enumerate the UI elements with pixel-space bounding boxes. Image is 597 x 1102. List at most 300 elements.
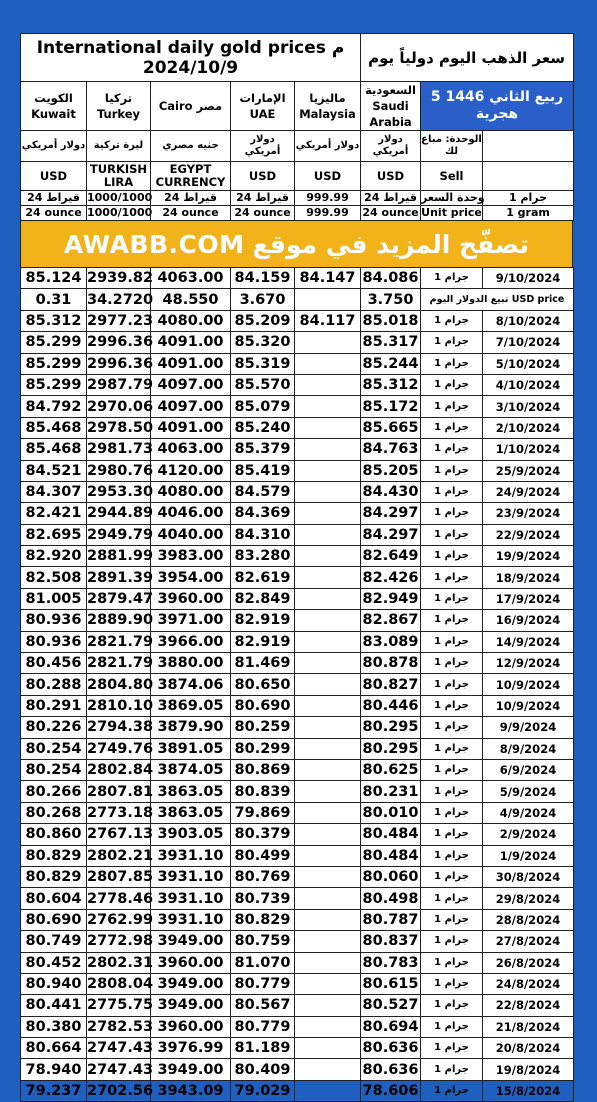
turkey-price-cell: 2762.99 xyxy=(87,909,151,930)
malaysia-price-cell xyxy=(295,567,361,588)
saudi-price-cell: 80.498 xyxy=(361,888,421,909)
saudi-price-cell: 80.827 xyxy=(361,674,421,695)
turkey-price-cell: 2802.84 xyxy=(87,759,151,780)
uae-price-cell: 85.570 xyxy=(231,374,295,395)
unit-en-cell: 24 ounce xyxy=(231,206,295,221)
egypt-price-cell: 3931.10 xyxy=(151,909,231,930)
unit-en-cell: 24 ounce xyxy=(362,206,419,219)
date-cell: 5/10/2024 xyxy=(483,353,574,374)
malaysia-price-cell xyxy=(295,460,361,481)
country-kuwait xyxy=(21,82,87,131)
egypt-price-cell: 3954.00 xyxy=(151,567,231,588)
kuwait-price-cell: 78.940 xyxy=(21,1059,87,1080)
uae-price-cell: 80.690 xyxy=(231,695,295,716)
uae-price-cell: 82.919 xyxy=(231,631,295,652)
unit-cell: 1 جرام xyxy=(421,631,483,652)
currency-ar-saudi: دولار أمريكي xyxy=(361,131,421,162)
date-cell: 20/8/2024 xyxy=(483,1038,574,1059)
date-cell: 26/8/2024 xyxy=(483,952,574,973)
uae-price-cell: 84.369 xyxy=(231,503,295,524)
turkey-price-cell: 2981.73 xyxy=(87,439,151,460)
unit-en-cell: 24 ounce xyxy=(21,206,87,221)
turkey-price-cell: 2953.30 xyxy=(87,481,151,502)
egypt-price-cell: 4040.00 xyxy=(151,524,231,545)
table-row xyxy=(21,717,574,738)
unit-cell: 1 جرام xyxy=(421,332,483,353)
unit-en-cell: 1000/1000 xyxy=(87,206,153,219)
table-row xyxy=(21,1080,574,1101)
egypt-price-cell: 3960.00 xyxy=(151,1016,231,1037)
saudi-price-cell: 84.297 xyxy=(361,524,421,545)
table-row xyxy=(21,802,574,823)
unit-cell: 1 جرام xyxy=(421,738,483,759)
kuwait-price-cell: 80.604 xyxy=(21,888,87,909)
uae-price-cell: 80.499 xyxy=(231,845,295,866)
date-cell: 1/10/2024 xyxy=(483,439,574,460)
saudi-price-cell: 3.750 xyxy=(361,289,421,310)
malaysia-price-cell xyxy=(295,546,361,567)
kuwait-price-cell: 84.792 xyxy=(21,396,87,417)
saudi-price-cell: 84.086 xyxy=(361,268,421,289)
malaysia-price-cell xyxy=(295,1080,361,1101)
kuwait-price-cell: 80.288 xyxy=(21,674,87,695)
egypt-price-cell: 3863.05 xyxy=(151,781,231,802)
malaysia-price-cell xyxy=(295,995,361,1016)
saudi-price-cell: 84.430 xyxy=(361,481,421,502)
table-row xyxy=(21,695,574,716)
egypt-price-cell: 3949.00 xyxy=(151,995,231,1016)
uae-price-cell: 84.159 xyxy=(231,268,295,289)
uae-price-cell: 81.070 xyxy=(231,952,295,973)
turkey-price-cell: 2807.85 xyxy=(87,866,151,887)
unit-ar-cell: 24 قيراط xyxy=(21,191,87,206)
kuwait-price-cell: 80.829 xyxy=(21,866,87,887)
uae-price-cell: 85.079 xyxy=(231,396,295,417)
date-cell: 14/9/2024 xyxy=(483,631,574,652)
country-uae-en: UAE xyxy=(249,107,276,121)
unit-cell: 1 جرام xyxy=(421,524,483,545)
currency-en-turkey: TURKISH LIRA xyxy=(87,162,151,191)
kuwait-price-cell: 80.380 xyxy=(21,1016,87,1037)
unit-cell: 1 جرام xyxy=(421,717,483,738)
country-saudi xyxy=(361,82,421,131)
turkey-price-cell: 2775.75 xyxy=(87,995,151,1016)
malaysia-price-cell xyxy=(295,1059,361,1080)
egypt-price-cell: 3874.06 xyxy=(151,674,231,695)
egypt-price-cell: 4080.00 xyxy=(151,481,231,502)
unit-cell: 1 جرام xyxy=(421,931,483,952)
saudi-price-cell: 82.649 xyxy=(361,546,421,567)
saudi-price-cell: 85.172 xyxy=(361,396,421,417)
table-row xyxy=(21,631,574,652)
uae-price-cell: 85.419 xyxy=(231,460,295,481)
price-rows xyxy=(21,268,574,1102)
malaysia-price-cell xyxy=(295,759,361,780)
unit-ar-cell: وحدة السعر xyxy=(421,191,485,204)
empty-cell xyxy=(483,131,574,162)
kuwait-price-cell: 85.299 xyxy=(21,353,87,374)
title-english-text: International daily gold prices xyxy=(36,37,326,58)
table-row xyxy=(21,610,574,631)
malaysia-price-cell xyxy=(295,674,361,695)
kuwait-price-cell: 80.452 xyxy=(21,952,87,973)
saudi-price-cell: 85.317 xyxy=(361,332,421,353)
malaysia-price-cell xyxy=(295,1016,361,1037)
table-row xyxy=(21,524,574,545)
date-cell: 19/9/2024 xyxy=(483,546,574,567)
unit-ar-cell: 24 قيراط xyxy=(361,191,421,206)
kuwait-price-cell: 80.936 xyxy=(21,610,87,631)
table-row xyxy=(21,460,574,481)
turkey-price-cell: 2802.21 xyxy=(87,845,151,866)
malaysia-price-cell xyxy=(295,610,361,631)
unit-cell: 1 جرام xyxy=(421,845,483,866)
malaysia-price-cell xyxy=(295,588,361,609)
kuwait-price-cell: 82.421 xyxy=(21,503,87,524)
country-kuwait-ar: الكويت xyxy=(34,91,73,105)
usd-price-row xyxy=(21,289,574,310)
table-row xyxy=(21,588,574,609)
saudi-price-cell: 80.783 xyxy=(361,952,421,973)
saudi-price-cell: 83.089 xyxy=(361,631,421,652)
currency-ar-uae: دولار أمريكي xyxy=(231,131,295,162)
saudi-price-cell: 82.867 xyxy=(361,610,421,631)
table-row xyxy=(21,353,574,374)
unit-cell: 1 جرام xyxy=(421,952,483,973)
title-arabic-suffix: م xyxy=(331,37,345,58)
egypt-price-cell: 4080.00 xyxy=(151,310,231,331)
table-row xyxy=(21,1059,574,1080)
kuwait-price-cell: 80.456 xyxy=(21,653,87,674)
table-row xyxy=(21,866,574,887)
uae-price-cell: 85.209 xyxy=(231,310,295,331)
saudi-price-cell: 80.636 xyxy=(361,1059,421,1080)
turkey-price-cell: 2987.79 xyxy=(87,374,151,395)
currency-ar-egypt: جنيه مصري xyxy=(151,131,231,162)
country-uae xyxy=(231,82,295,131)
saudi-price-cell: 85.312 xyxy=(361,374,421,395)
kuwait-price-cell: 80.690 xyxy=(21,909,87,930)
uae-price-cell: 80.779 xyxy=(231,1016,295,1037)
date-cell: 8/10/2024 xyxy=(483,310,574,331)
malaysia-price-cell xyxy=(295,353,361,374)
unit-cell: 1 جرام xyxy=(421,909,483,930)
turkey-price-cell: 2749.76 xyxy=(87,738,151,759)
country-saudi-en: Saudi Arabia xyxy=(369,99,412,129)
saudi-price-cell: 80.636 xyxy=(361,1038,421,1059)
usd-price-label: تبيع الدولار اليوم USD price xyxy=(421,289,574,310)
date-cell: 16/9/2024 xyxy=(483,610,574,631)
table-row xyxy=(21,995,574,1016)
egypt-price-cell: 3971.00 xyxy=(151,610,231,631)
malaysia-price-cell xyxy=(295,717,361,738)
malaysia-price-cell xyxy=(295,781,361,802)
malaysia-price-cell xyxy=(295,332,361,353)
table-row xyxy=(21,1016,574,1037)
uae-price-cell: 84.310 xyxy=(231,524,295,545)
turkey-price-cell: 2810.10 xyxy=(87,695,151,716)
turkey-price-cell: 2804.80 xyxy=(87,674,151,695)
unit-cell: 1 جرام xyxy=(421,374,483,395)
turkey-price-cell: 2794.38 xyxy=(87,717,151,738)
uae-price-cell: 80.759 xyxy=(231,931,295,952)
header-table xyxy=(20,33,574,221)
malaysia-price-cell xyxy=(295,1038,361,1059)
malaysia-price-cell xyxy=(295,481,361,502)
table-row xyxy=(21,396,574,417)
uae-price-cell: 79.869 xyxy=(231,802,295,823)
uae-price-cell: 80.739 xyxy=(231,888,295,909)
kuwait-price-cell: 80.829 xyxy=(21,845,87,866)
table-row xyxy=(21,546,574,567)
kuwait-price-cell: 85.468 xyxy=(21,417,87,438)
turkey-price-cell: 34.2720 xyxy=(87,289,151,310)
unit-cell: 1 جرام xyxy=(421,781,483,802)
uae-price-cell: 80.567 xyxy=(231,995,295,1016)
currency-en-kuwait: USD xyxy=(21,162,87,191)
unit-ar-cell: 24 قيراط xyxy=(231,191,295,206)
malaysia-price-cell xyxy=(295,802,361,823)
turkey-price-cell: 2996.36 xyxy=(87,332,151,353)
kuwait-price-cell: 82.920 xyxy=(21,546,87,567)
turkey-price-cell: 2808.04 xyxy=(87,973,151,994)
date-cell: 18/9/2024 xyxy=(483,567,574,588)
egypt-price-cell: 3931.10 xyxy=(151,888,231,909)
saudi-price-cell: 85.665 xyxy=(361,417,421,438)
turkey-price-cell: 2773.18 xyxy=(87,802,151,823)
uae-price-cell: 80.259 xyxy=(231,717,295,738)
date-cell: 28/8/2024 xyxy=(483,909,574,930)
unit-cell: 1 جرام xyxy=(421,995,483,1016)
date-cell: 24/8/2024 xyxy=(483,973,574,994)
saudi-price-cell: 80.527 xyxy=(361,995,421,1016)
currency-en-uae: USD xyxy=(231,162,295,191)
uae-price-cell: 85.240 xyxy=(231,417,295,438)
unit-cell: 1 جرام xyxy=(421,973,483,994)
country-turkey xyxy=(87,82,151,131)
turkey-price-cell: 2772.98 xyxy=(87,931,151,952)
turkey-price-cell: 2891.39 xyxy=(87,567,151,588)
empty-cell xyxy=(483,162,574,191)
currency-en-saudi: USD xyxy=(361,162,421,191)
uae-price-cell: 80.650 xyxy=(231,674,295,695)
kuwait-price-cell: 85.468 xyxy=(21,439,87,460)
country-malaysia-ar: ماليزيا xyxy=(309,91,346,105)
uae-price-cell: 80.299 xyxy=(231,738,295,759)
date-cell: 29/8/2024 xyxy=(483,888,574,909)
country-egypt xyxy=(151,82,231,131)
saudi-price-cell: 80.615 xyxy=(361,973,421,994)
date-cell: 5/9/2024 xyxy=(483,781,574,802)
date-cell: 9/10/2024 xyxy=(483,268,574,289)
table-row xyxy=(21,332,574,353)
uae-price-cell: 3.670 xyxy=(231,289,295,310)
uae-price-cell: 83.280 xyxy=(231,546,295,567)
malaysia-price-cell xyxy=(295,396,361,417)
table-row xyxy=(21,567,574,588)
kuwait-price-cell: 80.749 xyxy=(21,931,87,952)
turkey-price-cell: 2944.89 xyxy=(87,503,151,524)
table-row xyxy=(21,781,574,802)
egypt-price-cell: 4091.00 xyxy=(151,332,231,353)
uae-price-cell: 80.829 xyxy=(231,909,295,930)
table-row xyxy=(21,503,574,524)
malaysia-price-cell xyxy=(295,866,361,887)
unit-cell: 1 جرام xyxy=(421,439,483,460)
country-kuwait-en: Kuwait xyxy=(31,107,76,121)
saudi-price-cell: 80.295 xyxy=(361,717,421,738)
date-cell: 17/9/2024 xyxy=(483,588,574,609)
turkey-price-cell: 2879.47 xyxy=(87,588,151,609)
saudi-price-cell: 82.426 xyxy=(361,567,421,588)
currency-ar-malaysia: دولار أمريكي xyxy=(295,131,361,162)
egypt-price-cell: 48.550 xyxy=(151,289,231,310)
date-cell: 9/9/2024 xyxy=(483,717,574,738)
unit-cell: 1 جرام xyxy=(421,503,483,524)
table-row xyxy=(21,374,574,395)
table-row xyxy=(21,952,574,973)
turkey-price-cell: 2782.53 xyxy=(87,1016,151,1037)
table-row xyxy=(21,674,574,695)
saudi-price-cell: 80.787 xyxy=(361,909,421,930)
banner-site[interactable]: AWABB.COM xyxy=(63,229,245,259)
kuwait-price-cell: 0.31 xyxy=(21,289,87,310)
uae-price-cell: 82.619 xyxy=(231,567,295,588)
unit-cell: 1 جرام xyxy=(421,1016,483,1037)
uae-price-cell: 80.379 xyxy=(231,824,295,845)
uae-price-cell: 85.379 xyxy=(231,439,295,460)
uae-price-cell: 80.779 xyxy=(231,973,295,994)
egypt-price-cell: 3949.00 xyxy=(151,973,231,994)
turkey-price-cell: 2702.56 xyxy=(87,1080,151,1101)
egypt-price-cell: 3960.00 xyxy=(151,588,231,609)
malaysia-price-cell xyxy=(295,695,361,716)
uae-price-cell: 79.029 xyxy=(231,1080,295,1101)
kuwait-price-cell: 82.508 xyxy=(21,567,87,588)
table-row xyxy=(21,888,574,909)
country-saudi-ar: السعودية xyxy=(365,83,416,97)
unit-cell: 1 جرام xyxy=(421,610,483,631)
malaysia-price-cell xyxy=(295,631,361,652)
table-row xyxy=(21,439,574,460)
unit-cell: 1 جرام xyxy=(421,310,483,331)
kuwait-price-cell: 80.226 xyxy=(21,717,87,738)
date-cell: 25/9/2024 xyxy=(483,460,574,481)
table-row xyxy=(21,824,574,845)
unit-cell: 1 جرام xyxy=(421,674,483,695)
egypt-price-cell: 3966.00 xyxy=(151,631,231,652)
date-cell: 2/10/2024 xyxy=(483,417,574,438)
saudi-price-cell: 80.484 xyxy=(361,845,421,866)
turkey-price-cell: 2996.36 xyxy=(87,353,151,374)
kuwait-price-cell: 80.940 xyxy=(21,973,87,994)
egypt-price-cell: 3903.05 xyxy=(151,824,231,845)
saudi-price-cell: 80.010 xyxy=(361,802,421,823)
uae-price-cell: 84.579 xyxy=(231,481,295,502)
date-cell: 10/9/2024 xyxy=(483,695,574,716)
egypt-price-cell: 3976.99 xyxy=(151,1038,231,1059)
egypt-price-cell: 3960.00 xyxy=(151,952,231,973)
kuwait-price-cell: 85.299 xyxy=(21,374,87,395)
date-cell: 12/9/2024 xyxy=(483,653,574,674)
saudi-price-cell: 80.878 xyxy=(361,653,421,674)
uae-price-cell: 82.919 xyxy=(231,610,295,631)
kuwait-price-cell: 85.299 xyxy=(21,332,87,353)
turkey-price-cell: 2980.76 xyxy=(87,460,151,481)
turkey-price-cell: 2821.79 xyxy=(87,653,151,674)
banner-text: تصفّح المزيد في موقع xyxy=(252,229,530,259)
country-turkey-en: Turkey xyxy=(96,107,141,121)
egypt-price-cell: 3874.05 xyxy=(151,759,231,780)
saudi-price-cell: 85.018 xyxy=(361,310,421,331)
unit-cell: 1 جرام xyxy=(421,588,483,609)
turkey-price-cell: 2939.82 xyxy=(87,268,151,289)
uae-price-cell: 85.320 xyxy=(231,332,295,353)
malaysia-price-cell xyxy=(295,973,361,994)
uae-price-cell: 81.189 xyxy=(231,1038,295,1059)
hijri-date: 5 ربيع الثاني 1446 هجرية xyxy=(421,82,574,131)
egypt-price-cell: 4063.00 xyxy=(151,439,231,460)
table-row xyxy=(21,1038,574,1059)
uae-price-cell: 82.849 xyxy=(231,588,295,609)
turkey-price-cell: 2802.31 xyxy=(87,952,151,973)
uae-price-cell: 80.839 xyxy=(231,781,295,802)
uae-price-cell: 80.769 xyxy=(231,866,295,887)
malaysia-price-cell xyxy=(295,824,361,845)
saudi-price-cell: 82.949 xyxy=(361,588,421,609)
egypt-price-cell: 3879.90 xyxy=(151,717,231,738)
currency-en-malaysia: USD xyxy=(295,162,361,191)
malaysia-price-cell xyxy=(295,909,361,930)
kuwait-price-cell: 80.268 xyxy=(21,802,87,823)
unit-en-cell: 999.99 xyxy=(295,206,361,221)
kuwait-price-cell: 80.291 xyxy=(21,695,87,716)
uae-price-cell: 80.409 xyxy=(231,1059,295,1080)
kuwait-price-cell: 82.695 xyxy=(21,524,87,545)
table-row xyxy=(21,973,574,994)
unit-cell: 1 جرام xyxy=(421,268,483,289)
kuwait-price-cell: 85.312 xyxy=(21,310,87,331)
malaysia-price-cell xyxy=(295,524,361,545)
country-malaysia-en: Malaysia xyxy=(299,107,356,121)
title-date: 2024/10/9 xyxy=(142,57,239,78)
malaysia-price-cell xyxy=(295,289,361,310)
malaysia-price-cell xyxy=(295,952,361,973)
egypt-price-cell: 3931.10 xyxy=(151,866,231,887)
turkey-price-cell: 2747.43 xyxy=(87,1059,151,1080)
currency-ar-turkey: ليرة تركية xyxy=(87,131,151,162)
kuwait-price-cell: 80.664 xyxy=(21,1038,87,1059)
date-cell: 21/8/2024 xyxy=(483,1016,574,1037)
currency-ar-kuwait: دولار أمريكي xyxy=(21,131,87,162)
table-row xyxy=(21,481,574,502)
kuwait-price-cell: 80.254 xyxy=(21,759,87,780)
turkey-price-cell: 2970.06 xyxy=(87,396,151,417)
unit-en-cell: Unit price xyxy=(421,206,482,219)
date-cell: 22/9/2024 xyxy=(483,524,574,545)
kuwait-price-cell: 85.124 xyxy=(21,268,87,289)
malaysia-price-cell xyxy=(295,653,361,674)
turkey-price-cell: 2778.46 xyxy=(87,888,151,909)
egypt-price-cell: 4120.00 xyxy=(151,460,231,481)
saudi-price-cell: 85.205 xyxy=(361,460,421,481)
saudi-price-cell: 80.484 xyxy=(361,824,421,845)
date-cell: 3/10/2024 xyxy=(483,396,574,417)
awabb-banner[interactable] xyxy=(20,221,573,267)
kuwait-price-cell: 80.266 xyxy=(21,781,87,802)
malaysia-price-cell xyxy=(295,738,361,759)
unit-ar-cell: 1 جرام xyxy=(483,191,574,206)
